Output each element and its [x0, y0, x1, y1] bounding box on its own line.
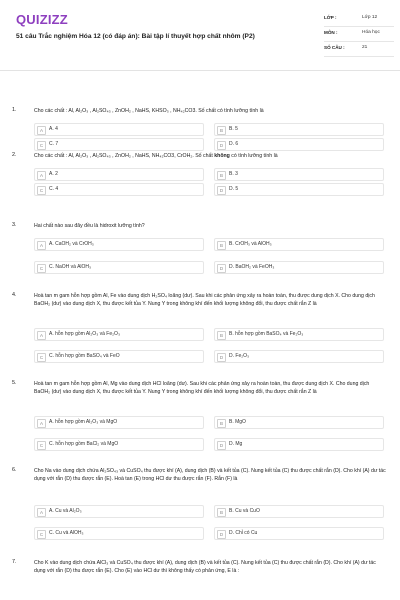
- option-letter-d: D: [217, 441, 226, 450]
- question-number: 6.: [12, 467, 17, 473]
- option-letter-a: A: [37, 126, 46, 135]
- question-text: Hoà tan m gam hỗn hợp gồm Al, Mg vào dung dịch HCl loãng (dư). Sau khi các phản ứng xảy ra hoàn toàn, thu được dung dịch X. Cho dung dịch BaOH₂ (dư) vào dung dịch X, thu được kết tủa Y. Nung Y trong không khí đến khối lượng không đổi, thu được chất rắn Z là: [34, 381, 370, 395]
- question-text: Cho Na vào dung dịch chứa Al₂SO₄₃ và CuSO₄ thu được khí (A), dung dịch (B) và kết tủa (C). Nung kết tủa (C) thu được chất rắn (D). Cho khí (A) dư tác dụng với rắn (D) thu được rắn (E). Hoà tan (E) trong HCl dư thu được rắn (F). Rắn (F) là: [34, 468, 386, 482]
- option-letter-c: C: [37, 141, 46, 150]
- option-letter-b: B: [217, 508, 226, 517]
- option-letter-c: C: [37, 530, 46, 539]
- option-text: D. 6: [229, 141, 239, 147]
- option-c[interactable]: [34, 138, 204, 151]
- option-letter-a: A: [37, 171, 46, 180]
- option-c[interactable]: [34, 527, 204, 540]
- option-text: B. 5: [229, 126, 238, 132]
- option-text: D. BaOH₂ và FeOH₃: [229, 264, 275, 270]
- question-number: 7.: [12, 559, 17, 565]
- question-number: 4.: [12, 292, 17, 298]
- question-number: 5.: [12, 380, 17, 386]
- option-a[interactable]: [34, 328, 204, 341]
- option-text: A. hỗn hợp gồm Al₂O₃ và MgO: [49, 419, 118, 425]
- option-letter-a: A: [37, 419, 46, 428]
- question-number: 1.: [12, 107, 17, 113]
- option-text: B. CrOH₃ và AlOH₃: [229, 241, 272, 247]
- question-number: 2.: [12, 152, 17, 158]
- option-letter-c: C: [37, 441, 46, 450]
- option-letter-d: D: [217, 530, 226, 539]
- option-text: B. MgO: [229, 419, 246, 425]
- option-text: C. Cu và AlOH₃: [49, 530, 84, 536]
- option-c[interactable]: [34, 350, 204, 363]
- option-letter-a: A: [37, 508, 46, 517]
- option-text: D. 5: [229, 186, 239, 192]
- option-letter-d: D: [217, 353, 226, 362]
- option-d[interactable]: [214, 183, 384, 196]
- option-b[interactable]: [214, 416, 384, 429]
- option-d[interactable]: [214, 350, 384, 363]
- question-text-emphasis: không: [214, 153, 230, 159]
- option-letter-c: C: [37, 264, 46, 273]
- meta-subject-label: MÔN :: [324, 30, 338, 35]
- meta-count-label: SỐ CÂU :: [324, 45, 345, 50]
- option-text: C. hỗn hợp gồm BaSO₄ và FeO: [49, 353, 120, 359]
- question-text: Hoà tan m gam hỗn hợp gồm Al, Fe vào dung dịch H₂SO₄ loãng (dư). Sau khi các phản ứng xảy ra hoàn toàn, thu được dung dịch X. Cho dung dịch BaOH₂ (dư) vào dung dịch X, thu được kết tủa Y. Nung Y trong không khí đến khối lượng không đổi, thu được chất rắn Z là: [34, 293, 375, 307]
- option-text: A. Cu và Al₂O₃: [49, 508, 82, 514]
- meta-grade-value: Lớp 12: [362, 15, 378, 20]
- option-b[interactable]: [214, 505, 384, 518]
- worksheet-title: 51 câu Trắc nghiệm Hóa 12 (có đáp án): Bài tập lí thuyết hợp chất nhôm (P2): [16, 33, 255, 40]
- option-text: C. hỗn hợp gồm BaCl₂ và MgO: [49, 441, 119, 447]
- quizizz-logo: QUIZIZZ: [16, 12, 68, 27]
- option-letter-a: A: [37, 331, 46, 340]
- option-text: B. hỗn hợp gồm BaSO₄ và Fe₂O₃: [229, 331, 304, 337]
- meta-grade-label: LỚP :: [324, 15, 337, 20]
- option-letter-d: D: [217, 186, 226, 195]
- meta-count: [324, 42, 394, 57]
- option-text: C. NaOH và AlOH₃: [49, 264, 92, 270]
- option-text: A. CaOH₂ và CrOH₃: [49, 241, 94, 247]
- option-c[interactable]: [34, 183, 204, 196]
- question-text: Hai chất nào sau đây đều là hidroxit lưỡng tính?: [34, 223, 145, 229]
- question-number: 3.: [12, 222, 17, 228]
- option-text: D. Fe₂O₃: [229, 353, 250, 359]
- option-letter-b: B: [217, 126, 226, 135]
- option-letter-b: B: [217, 241, 226, 250]
- option-d[interactable]: [214, 527, 384, 540]
- option-b[interactable]: [214, 328, 384, 341]
- option-letter-a: A: [37, 241, 46, 250]
- option-letter-b: B: [217, 171, 226, 180]
- option-text: A. 2: [49, 171, 58, 177]
- option-letter-d: D: [217, 264, 226, 273]
- option-a[interactable]: [34, 123, 204, 136]
- option-letter-c: C: [37, 353, 46, 362]
- option-a[interactable]: [34, 416, 204, 429]
- option-d[interactable]: [214, 261, 384, 274]
- meta-subject: [324, 27, 394, 42]
- question-text: [34, 152, 386, 160]
- question-text-part: có tính lưỡng tính là: [229, 153, 278, 159]
- question-text-part: Cho các chất : Al, Al₂O₃ , Al₂SO₄₃ , ZnOH₂ , NaHS, NH₄₂CO3, CrOH₂. Số chất: [34, 153, 215, 159]
- option-letter-b: B: [217, 419, 226, 428]
- option-a[interactable]: [34, 505, 204, 518]
- option-text: C. 4: [49, 186, 59, 192]
- meta-count-value: 21: [362, 45, 368, 50]
- option-b[interactable]: [214, 123, 384, 136]
- option-a[interactable]: [34, 238, 204, 251]
- question-text: Cho các chất : Al, Al₂O₃ , Al₂SO₄₃ , ZnOH₂ , NaHS, KHSO₃ , NH₄₂CO3. Số chất có tính lưỡng tính là: [34, 108, 264, 114]
- meta-subject-value: Hóa học: [362, 30, 380, 35]
- option-text: B. Cu và CuO: [229, 508, 260, 514]
- option-b[interactable]: [214, 168, 384, 181]
- option-letter-b: B: [217, 331, 226, 340]
- option-c[interactable]: [34, 438, 204, 451]
- option-text: D. Chỉ có Cu: [229, 530, 258, 536]
- option-letter-d: D: [217, 141, 226, 150]
- option-b[interactable]: [214, 238, 384, 251]
- meta-grade: [324, 12, 394, 27]
- option-text: C. 7: [49, 141, 59, 147]
- worksheet-meta: [324, 12, 394, 57]
- option-text: B. 3: [229, 171, 238, 177]
- option-a[interactable]: [34, 168, 204, 181]
- option-d[interactable]: [214, 438, 384, 451]
- option-text: A. 4: [49, 126, 58, 132]
- question-text: Cho K vào dung dịch chứa AlCl₃ và CuSO₄ thu được khí (A), dung dịch (B) và kết tủa (C). Nung kết tủa (C) thu được chất rắn (D). Cho khí (A) dư tác dụng với rắn (D) thu được rắn (E). Cho (E) vào HCl dư thì không thấy có phản ứng, E là :: [34, 560, 376, 574]
- option-text: D. Mg: [229, 441, 243, 447]
- worksheet-header: [0, 0, 400, 71]
- option-c[interactable]: [34, 261, 204, 274]
- option-d[interactable]: [214, 138, 384, 151]
- option-letter-c: C: [37, 186, 46, 195]
- option-text: A. hỗn hợp gồm Al₂O₃ và Fe₂O₃: [49, 331, 120, 337]
